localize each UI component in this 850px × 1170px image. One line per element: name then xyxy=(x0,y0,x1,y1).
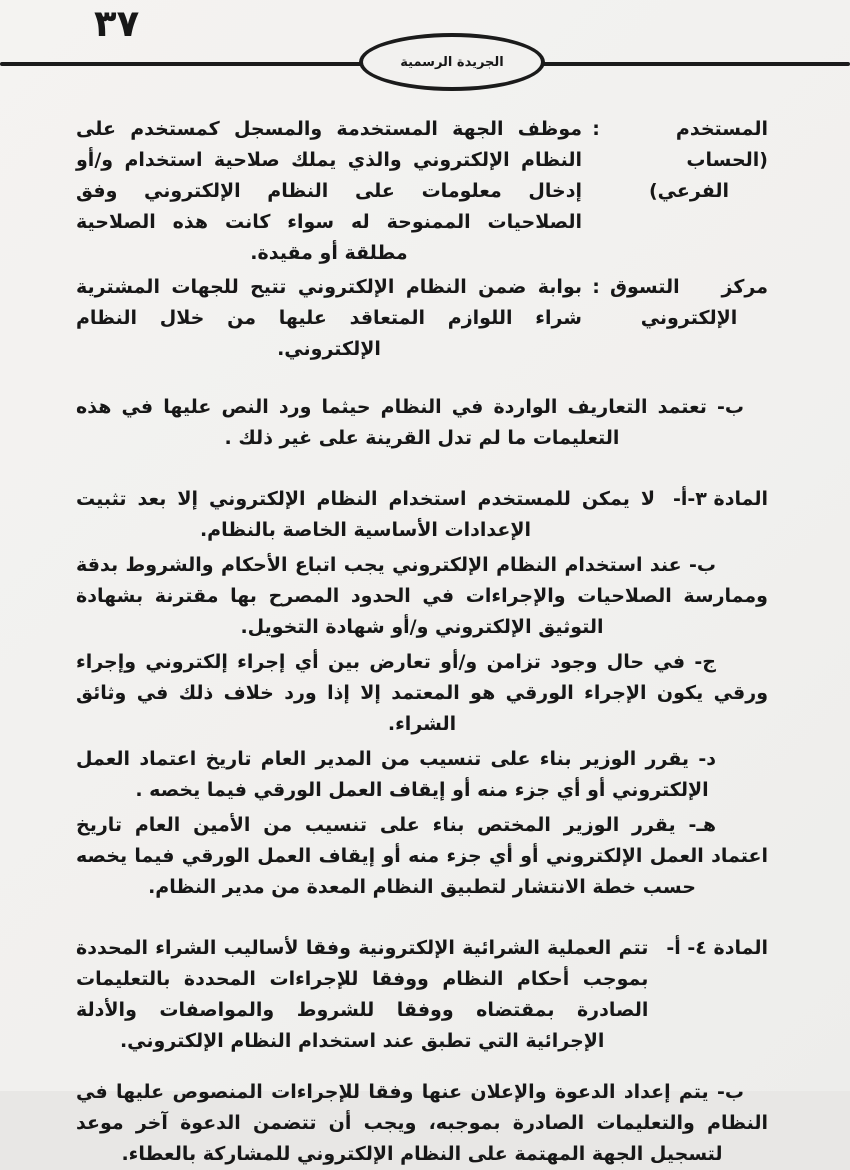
clause-definitions-b xyxy=(76,392,768,454)
clause-marker: د- xyxy=(698,748,716,770)
definition-text: بوابة ضمن النظام الإلكتروني تتيح للجهات المشترية شراء اللوازم المتعاقد عليها من خلال النظام الإلكتروني. xyxy=(76,276,582,360)
definitions-section xyxy=(76,114,768,365)
article-4-head xyxy=(76,933,768,1057)
clause-marker: ب- xyxy=(717,1081,744,1103)
definition-colon: : xyxy=(592,276,600,298)
article-3-item-h xyxy=(76,810,768,903)
article-3-item-j xyxy=(76,647,768,740)
clause-marker: ب- xyxy=(689,554,717,576)
definition-colon: : xyxy=(592,118,600,140)
clause-text: يتم إعداد الدعوة والإعلان عنها وفقا للإجراءات المنصوص عليها في النظام والتعليمات الصادرة بموجبه، ويجب أن تتضمن الدعوة آخر موعد لتسجيل الجهة المهتمة على النظام الإلكتروني للمشاركة بالعطاء. xyxy=(76,1081,768,1165)
clause-text: عند استخدام النظام الإلكتروني يجب اتباع الأحكام والشروط بدقة وممارسة الصلاحيات والإجراءات في الحدود المصرح بها مقترنة بشهادة التوثيق الإلكتروني و/أو شهادة التخويل. xyxy=(76,554,768,638)
article-4-item-b xyxy=(76,1077,768,1170)
gazette-seal-label: الجريدة الرسمية xyxy=(400,54,504,70)
article-4-label: المادة ٤- أ- xyxy=(666,937,768,959)
page-number: ٣٧ xyxy=(94,2,140,45)
definition-term: المستخدم (الحساب الفرعي) xyxy=(648,118,768,202)
article-3-label: المادة ٣-أ- xyxy=(672,488,768,510)
article-3-intro: لا يمكن للمستخدم استخدام النظام الإلكتروني إلا بعد تثبيت الإعدادات الأساسية الخاصة بالنظام. xyxy=(76,488,655,541)
definition-term: مركز التسوق الإلكتروني xyxy=(610,276,768,329)
clause-marker: ج- xyxy=(694,651,716,673)
gazette-seal xyxy=(359,33,545,91)
clause-text: في حال وجود تزامن و/أو تعارض بين أي إجراء إلكتروني وإجراء ورقي يكون الإجراء الورقي هو المعتمد إلا إذا ورد خلاف ذلك في وثائق الشراء. xyxy=(76,651,768,735)
clause-marker: هـ- xyxy=(688,814,716,836)
article-3-item-b xyxy=(76,550,768,643)
clause-text: يقرر الوزير المختص بناء على تنسيب من الأمين العام تاريخ اعتماد العمل الإلكتروني أو أي جزء منه أو إيقاف العمل الورقي فيما يخصه حسب خطة الانتشار لتطبيق النظام المعدة من مدير النظام. xyxy=(76,814,768,898)
document-body xyxy=(0,104,850,1170)
definition-row-user-account xyxy=(76,114,768,269)
article-4 xyxy=(76,933,768,1170)
article-3-item-d xyxy=(76,744,768,806)
article-4-intro: تتم العملية الشرائية الإلكترونية وفقا لأساليب الشراء المحددة بموجب أحكام النظام ووفقا للإجراءات المحددة بالتعليمات الصادرة بمقتضاه ووفقا للشروط والمواصفات والأدلة الإجرائية التي تطبق عند استخدام النظام الإلكتروني. xyxy=(76,937,649,1052)
article-3-head xyxy=(76,484,768,546)
page-header xyxy=(0,0,850,104)
article-3 xyxy=(76,484,768,903)
definition-text: موظف الجهة المستخدمة والمسجل كمستخدم على النظام الإلكتروني والذي يملك صلاحية استخدام و/أو إدخال معلومات على النظام الإلكتروني وفق الصلاحيات الممنوحة له سواء كانت هذه الصلاحية مطلقة أو مقيدة. xyxy=(76,118,582,264)
clause-text: تعتمد التعاريف الواردة في النظام حيثما ورد النص عليها في هذه التعليمات ما لم تدل القرينة على غير ذلك . xyxy=(76,396,707,449)
definition-row-shopping-center xyxy=(76,272,768,365)
clause-text: يقرر الوزير بناء على تنسيب من المدير العام تاريخ اعتماد العمل الإلكتروني أو أي جزء منه أو إيقاف العمل الورقي فيما يخصه . xyxy=(76,748,709,801)
clause-marker: ب- xyxy=(717,396,744,418)
